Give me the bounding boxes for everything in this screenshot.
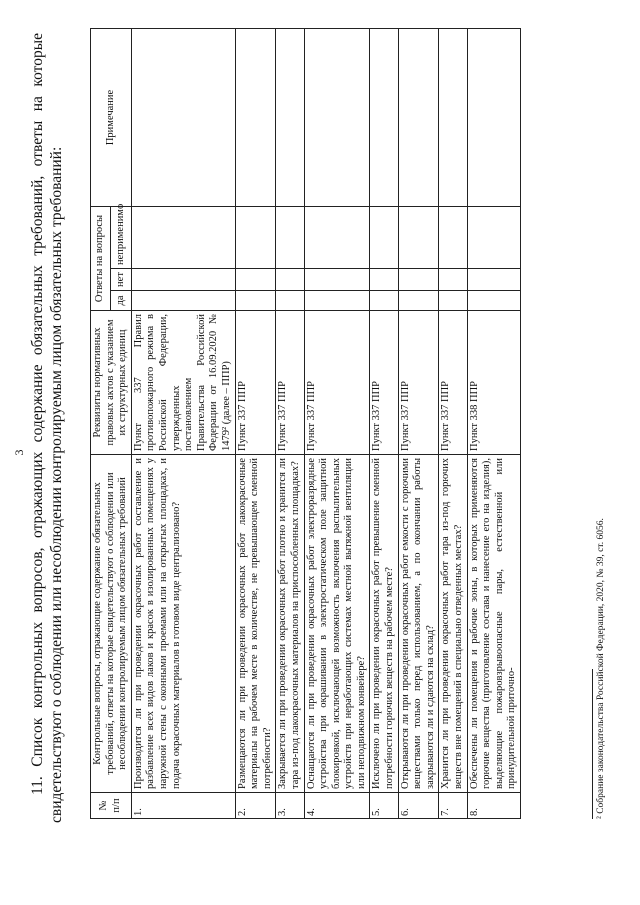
answer-yes-cell[interactable]: [467, 291, 520, 311]
note-cell[interactable]: [467, 28, 520, 206]
answer-no-cell[interactable]: [131, 269, 235, 291]
row-ref: Пункт 337 ППР: [304, 311, 370, 455]
section-heading: 11. Список контрольных вопросов, отражающих содержание обязательных требований, ответы на которые свидетельствуют о соблюдении или несоблюдении контролируемым лицом обязательных требований:: [29, 33, 65, 823]
answer-yes-cell[interactable]: [276, 291, 304, 311]
row-ref: Пункт 337 ППР: [235, 311, 276, 455]
table-row: [131, 28, 235, 818]
answer-yes-cell[interactable]: [131, 291, 235, 311]
answer-na-cell[interactable]: [131, 206, 235, 268]
page-number: 3: [12, 449, 26, 456]
row-num: 6.: [398, 793, 439, 819]
row-num: 4.: [304, 793, 370, 819]
answer-no-cell[interactable]: [439, 269, 467, 291]
row-num: 8.: [467, 793, 520, 819]
answer-no-cell[interactable]: [370, 269, 398, 291]
row-num: 7.: [439, 793, 467, 819]
answer-na-cell[interactable]: [304, 206, 370, 268]
answer-na-cell[interactable]: [276, 206, 304, 268]
row-ref: Пункт 337 ППР: [276, 311, 304, 455]
note-cell[interactable]: [131, 28, 235, 206]
answer-yes-cell[interactable]: [235, 291, 276, 311]
checklist-table: [90, 28, 521, 819]
table-row: [398, 28, 439, 818]
note-cell[interactable]: [439, 28, 467, 206]
row-ref: Пункт 337 ППР: [370, 311, 398, 455]
header-num: № п/п: [91, 793, 132, 819]
table-row: [439, 28, 467, 818]
row-question: Закрывается ли при проведении окрасочных работ плотно и хранится ли тара из-под лакокрасочных материалов на приспособленных площадках?: [276, 455, 304, 793]
note-cell[interactable]: [304, 28, 370, 206]
answer-no-cell[interactable]: [276, 269, 304, 291]
row-ref: Пункт 338 ППР: [467, 311, 520, 455]
row-num: 5.: [370, 793, 398, 819]
answer-na-cell[interactable]: [439, 206, 467, 268]
header-requisites: Реквизиты нормативных правовых актов с указанием их структурных единиц: [91, 311, 132, 455]
row-num: 2.: [235, 793, 276, 819]
table-row: [304, 28, 370, 818]
row-num: 3.: [276, 793, 304, 819]
table-row: [235, 28, 276, 818]
header-no: нет: [111, 269, 131, 291]
row-question: Производится ли при проведении окрасочных работ составление и разбавление всех видов лаков и красок в изолированных помещениях у наружной стены с оконными проемами или на открытых площадках, и подача окрасочных материалов в готовом виде централизовано?: [131, 455, 235, 793]
table-row: [276, 28, 304, 818]
header-note: Примечание: [91, 28, 132, 206]
row-ref: Пункт 337 Правил противопожарного режима в Российской Федерации, утвержденных постановлением Правительства Российской Федерации от 16.09.2020 № 1479² (далее – ППР): [131, 311, 235, 455]
answer-na-cell[interactable]: [467, 206, 520, 268]
note-cell[interactable]: [276, 28, 304, 206]
header-yes: да: [111, 291, 131, 311]
note-cell[interactable]: [398, 28, 439, 206]
answer-no-cell[interactable]: [235, 269, 276, 291]
answer-yes-cell[interactable]: [398, 291, 439, 311]
header-question: Контрольные вопросы, отражающие содержание обязательных требований, ответы на которые свидетельствуют о соблюдении или несоблюдении контролируемым лицом обязательных требований: [91, 455, 132, 793]
answer-yes-cell[interactable]: [370, 291, 398, 311]
row-question: Хранится ли при проведении окрасочных работ тара из-под горючих веществ вне помещений в специально отведенных местах?: [439, 455, 467, 793]
footnote: ² Собрание законодательства Российской Федерации, 2020, № 39, ст. 6056.: [596, 518, 606, 819]
header-na: неприменимо: [111, 206, 131, 268]
header-answers: Ответы на вопросы: [91, 206, 111, 310]
answer-na-cell[interactable]: [370, 206, 398, 268]
answer-no-cell[interactable]: [467, 269, 520, 291]
answer-na-cell[interactable]: [235, 206, 276, 268]
table-row: [467, 28, 520, 818]
row-ref: Пункт 337 ППР: [439, 311, 467, 455]
row-question: Обеспечены ли помещения и рабочие зоны, в которых применяются горючие вещества (приготовление состава и нанесение его на изделия), выделяющие пожаровзрывоопасные пары, естественной или принудительной приточно-: [467, 455, 520, 793]
note-cell[interactable]: [370, 28, 398, 206]
answer-na-cell[interactable]: [398, 206, 439, 268]
row-question: Оснащаются ли при проведении окрасочных работ электроразрядные устройства при окрашивании в электростатическом поле защитной блокировкой, исключающей возможность включения распылительных устройств при неработающих системах местной вытяжной вентиляции или неподвижном конвейере?: [304, 455, 370, 793]
row-num: 1.: [131, 793, 235, 819]
row-question: Исключено ли при проведении окрасочных работ превышение сменной потребности горючих веществ на рабочем месте?: [370, 455, 398, 793]
row-ref: Пункт 337 ППР: [398, 311, 439, 455]
row-question: Размещаются ли при проведении окрасочных работ лакокрасочные материалы на рабочем месте в количестве, не превышающем сменной потребности?: [235, 455, 276, 793]
answer-no-cell[interactable]: [304, 269, 370, 291]
note-cell[interactable]: [235, 28, 276, 206]
table-row: [370, 28, 398, 818]
answer-no-cell[interactable]: [398, 269, 439, 291]
footnote-divider: [592, 669, 593, 819]
answer-yes-cell[interactable]: [439, 291, 467, 311]
row-question: Открываются ли при проведении окрасочных работ емкости с горючими веществами только перед использованием, а по окончании работы закрываются ли и сдаются на склад?: [398, 455, 439, 793]
answer-yes-cell[interactable]: [304, 291, 370, 311]
